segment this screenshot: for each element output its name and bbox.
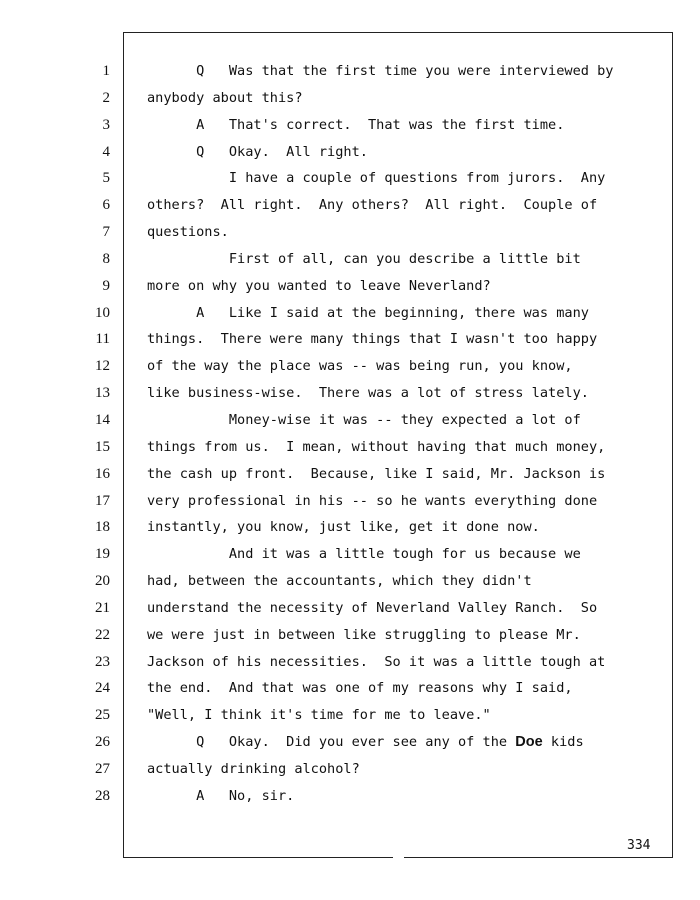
transcript-line: we were just in between like struggling to please Mr.: [147, 626, 581, 643]
line-number: 13: [95, 385, 110, 402]
line-number: 9: [102, 277, 110, 294]
page-bottom-rule-right: [404, 857, 673, 858]
page-bottom-rule-left: [123, 857, 393, 858]
transcript-line: things from us. I mean, without having that much money,: [147, 438, 606, 455]
transcript-line: Q Okay. All right.: [147, 143, 368, 160]
transcript-line: A No, sir.: [147, 787, 295, 804]
transcript-line: Q Was that the first time you were interviewed by: [147, 63, 614, 79]
transcript-line: Jackson of his necessities. So it was a little tough at: [147, 653, 606, 670]
line-number: 6: [102, 197, 110, 214]
transcript-line: First of all, can you describe a little bit: [147, 250, 581, 267]
line-number: 12: [95, 358, 110, 375]
transcript-line: the cash up front. Because, like I said, Mr. Jackson is: [147, 465, 606, 482]
redacted-name: Doe: [515, 734, 543, 751]
transcript-line: very professional in his -- so he wants everything done: [147, 492, 598, 509]
transcript-line: things. There were many things that I wasn't too happy: [147, 331, 598, 348]
transcript-line: A Like I said at the beginning, there was many: [147, 304, 589, 321]
line-number: 22: [95, 626, 110, 643]
line-number: 25: [95, 707, 110, 724]
line-number: 2: [102, 89, 110, 106]
transcript-line: of the way the place was -- was being run, you know,: [147, 358, 573, 375]
line-number: 18: [95, 519, 110, 536]
line-26-text-start: Q Okay. Did you ever see any of the: [147, 734, 516, 751]
transcript-line: questions.: [147, 224, 229, 241]
line-number: 21: [95, 599, 110, 616]
transcript-line: I have a couple of questions from jurors. Any: [147, 170, 606, 187]
transcript-line: had, between the accountants, which they didn't: [147, 573, 532, 590]
transcript-text: [147, 62, 662, 814]
line-number: 17: [95, 492, 110, 509]
line-number: 28: [95, 787, 110, 804]
transcript-line: A That's correct. That was the first time.: [147, 116, 565, 133]
line-number: 26: [95, 734, 110, 751]
line-number: 7: [102, 224, 110, 241]
page-number: 334: [627, 838, 651, 853]
line-number: 1: [102, 63, 110, 79]
line-number-column: [80, 62, 110, 814]
transcript-line: others? All right. Any others? All right. Couple of: [147, 197, 598, 214]
line-number: 19: [95, 546, 110, 563]
transcript-line: instantly, you know, just like, get it done now.: [147, 519, 540, 536]
transcript-line: more on why you wanted to leave Neverland?: [147, 277, 491, 294]
transcript-line: like business-wise. There was a lot of stress lately.: [147, 385, 589, 402]
line-number: 24: [95, 680, 110, 697]
line-number: 15: [95, 438, 110, 455]
line-26-text-end: kids: [542, 734, 584, 751]
transcript-line: "Well, I think it's time for me to leave.": [147, 707, 491, 724]
line-number: 10: [95, 304, 110, 321]
line-number: 14: [95, 411, 110, 428]
line-number: 3: [102, 116, 110, 133]
transcript-line-26: [147, 733, 662, 760]
transcript-line: Money-wise it was -- they expected a lot of: [147, 411, 581, 428]
transcript-line: anybody about this?: [147, 89, 303, 106]
line-number: 5: [102, 170, 110, 187]
transcript-line: the end. And that was one of my reasons why I said,: [147, 680, 573, 697]
line-number: 16: [95, 465, 110, 482]
transcript-line: understand the necessity of Neverland Valley Ranch. So: [147, 599, 598, 616]
transcript-line: And it was a little tough for us because we: [147, 546, 581, 563]
line-number: 20: [95, 573, 110, 590]
line-number: 11: [95, 331, 110, 348]
transcript-line: actually drinking alcohol?: [147, 760, 360, 777]
line-number: 8: [102, 250, 110, 267]
line-number: 23: [95, 653, 110, 670]
line-number: 4: [102, 143, 110, 160]
line-number: 27: [95, 760, 110, 777]
